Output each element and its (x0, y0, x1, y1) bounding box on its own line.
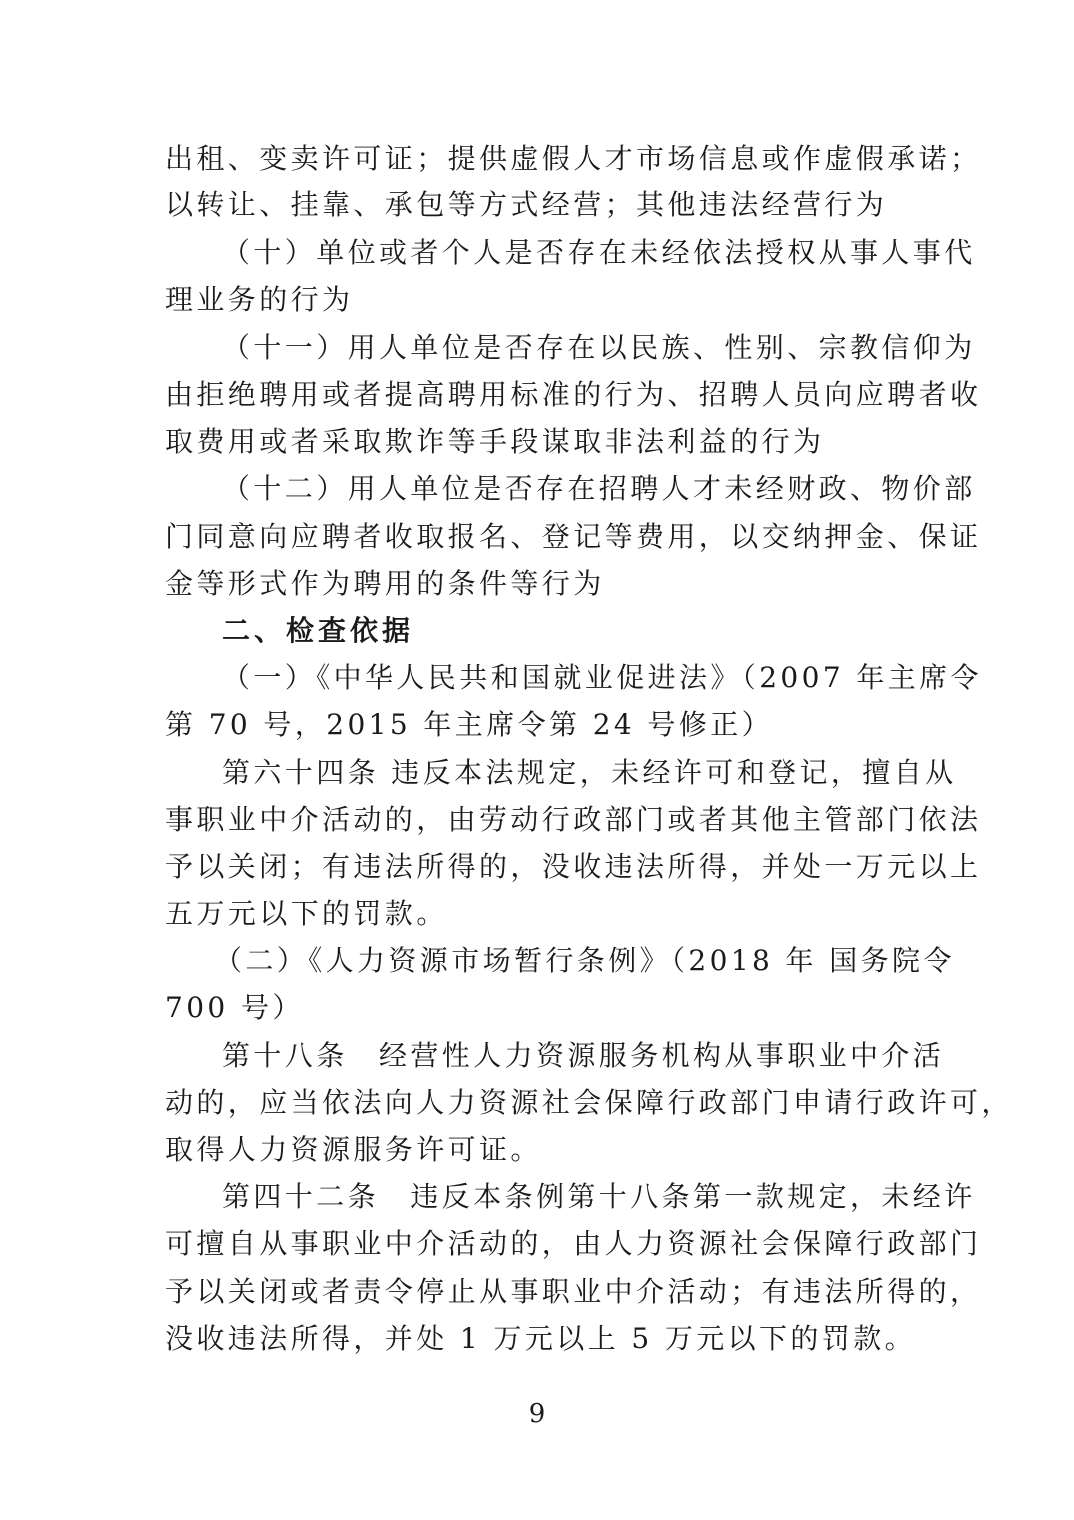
text-line: 金等形式作为聘用的条件等行为 (165, 567, 605, 600)
text-line: 五万元以下的罚款。 (165, 897, 448, 930)
clause-eleven: （十一）用人单位是否存在以民族、性别、宗教信仰为 (222, 331, 976, 364)
article-64: 第六十四条 违反本法规定，未经许可和登记，擅自从 (222, 756, 957, 789)
text-line: 予以关闭或者责令停止从事职业中介活动；有违法所得的， (165, 1275, 982, 1308)
text-line: 事职业中介活动的，由劳动行政部门或者其他主管部门依法 (165, 803, 982, 836)
basis-two-title: （二）《人力资源市场暂行条例》（2018 年 国务院令 (214, 944, 955, 977)
page-number: 9 (528, 1399, 546, 1429)
text-line: 理业务的行为 (165, 283, 354, 316)
section-heading: 二、检查依据 (222, 614, 415, 647)
text-line: 取费用或者采取欺诈等手段谋取非法利益的行为 (165, 425, 825, 458)
text-line: 动的，应当依法向人力资源社会保障行政部门申请行政许可， (165, 1086, 1013, 1119)
text-line: 第 70 号，2015 年主席令第 24 号修正） (165, 708, 774, 741)
text-line: 以转让、挂靠、承包等方式经营；其他违法经营行为 (165, 188, 888, 221)
basis-one-title: （一）《中华人民共和国就业促进法》（2007 年主席令 (222, 661, 982, 694)
article-18: 第十八条 经营性人力资源服务机构从事职业中介活 (222, 1039, 945, 1072)
text-line: 没收违法所得，并处 1 万元以上 5 万元以下的罚款。 (165, 1322, 917, 1355)
clause-twelve: （十二）用人单位是否存在招聘人才未经财政、物价部 (222, 472, 976, 505)
text-line: 可擅自从事职业中介活动的，由人力资源社会保障行政部门 (165, 1227, 982, 1260)
text-line: 予以关闭；有违法所得的，没收违法所得，并处一万元以上 (165, 850, 982, 883)
text-line: 取得人力资源服务许可证。 (165, 1133, 542, 1166)
text-line: 700 号） (165, 991, 304, 1024)
clause-ten: （十）单位或者个人是否存在未经依法授权从事人事代 (222, 236, 976, 269)
text-line: 门同意向应聘者收取报名、登记等费用，以交纳押金、保证 (165, 520, 982, 553)
article-42: 第四十二条 违反本条例第十八条第一款规定，未经许 (222, 1180, 976, 1213)
text-line: 出租、变卖许可证；提供虚假人才市场信息或作虚假承诺； (165, 142, 982, 175)
text-line: 由拒绝聘用或者提高聘用标准的行为、招聘人员向应聘者收 (165, 378, 982, 411)
